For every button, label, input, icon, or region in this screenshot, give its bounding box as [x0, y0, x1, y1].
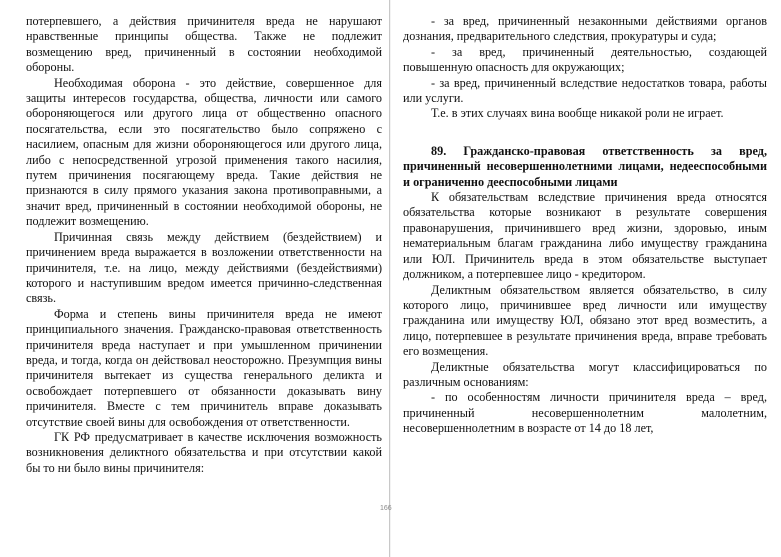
- left-column: [26, 14, 382, 476]
- section-heading: 89. Гражданско-правовая ответственность за вред, причиненный несовершеннолетними лицами, недееспособными и ограниченно дееспособными лицами: [403, 143, 767, 189]
- paragraph: потерпевшего, а действия причинителя вреда не нарушают нравственные принципы общества. Также не подлежит возмещению вред, причиненный в состоянии необходимой обороны.: [26, 14, 382, 75]
- summary-text: Т.е. в этих случаях вина вообще никакой роли не играет.: [431, 106, 724, 121]
- right-column: [403, 14, 767, 437]
- paragraph: - по особенностям личности причинителя вреда – вред, причиненный несовершеннолетним малолетним, несовершеннолетним в возрасте от 14 до 18 лет,: [403, 390, 767, 436]
- paragraph: К обязательствам вследствие причинения вреда относятся обязательства которые возникают в результате совершения правонарушения, причинившего вред жизни, здоровью, иным нематериальным благам гражданина либо имуществу гражданина или ЮЛ. Причинитель вреда в этом обязательстве выступает должником, а потерпевшее лицо - кредитором.: [403, 190, 767, 282]
- paragraph: Деликтным обязательством является обязательство, в силу которого лицо, причинившее вред личности или имуществу гражданина или имуществу ЮЛ, обязано этот вред возместить, а лицо, потерпевшее в результате причинения вреда, вправе требовать его возмещения.: [403, 282, 767, 359]
- right-page: [391, 0, 781, 557]
- list-item: - за вред, причиненный незаконными действиями органов дознания, предварительного следствия, прокуратуры и суда;: [403, 14, 767, 44]
- page-number: 166: [380, 505, 392, 512]
- paragraph: ГК РФ предусматривает в качестве исключения возможность возникновения деликтного обязательства и при отсутствии какой бы то ни было вины причинителя:: [26, 429, 382, 475]
- list-item: - за вред, причиненный вследствие недостатков товара, работы или услуги.: [403, 75, 767, 106]
- list-item: - за вред, причиненный деятельностью, создающей повышенную опасность для окружающих;: [403, 44, 767, 75]
- paragraph: Форма и степень вины причинителя вреда не имеют принципиального значения. Гражданско-правовая ответственность причинителя вреда наступает и при умышленном причинении вреда, и тогда, когда он действовал неосторожно. Презумпция вины причинителя вытекает из существа генерального деликта и освобождает потерпевшего от обязанности доказывать вину причинителя. Вместе с тем причинитель вправе доказывать отсутствие своей вины для освобождения от ответственности.: [26, 306, 382, 429]
- paragraph: Причинная связь между действием (бездействием) и причинением вреда выражается в возложении ответственности на причинителя, т.е. на лицо, между действиями (бездействиями) которого и наступившим вредом имеется причинно-следственная связь.: [26, 229, 382, 306]
- paragraph: Деликтные обязательства могут классифицироваться по различным основаниям:: [403, 359, 767, 389]
- left-page: [0, 0, 390, 557]
- paragraph: Необходимая оборона - это действие, совершенное для защиты интересов государства, общества, личности или самого обороняющегося или другого лица от общественно опасного посягательства, если это посягательство было сопряжено с насилием, опасным для жизни обороняющегося или другого лица, либо с непосредственной угрозой применения такого насилия, путем причинения посягающему вреда. Такие действия не признаются в силу прямого указания закона противоправными, а значит вред, причиненный в состоянии необходимой обороны, не подлежит возмещению.: [26, 75, 382, 229]
